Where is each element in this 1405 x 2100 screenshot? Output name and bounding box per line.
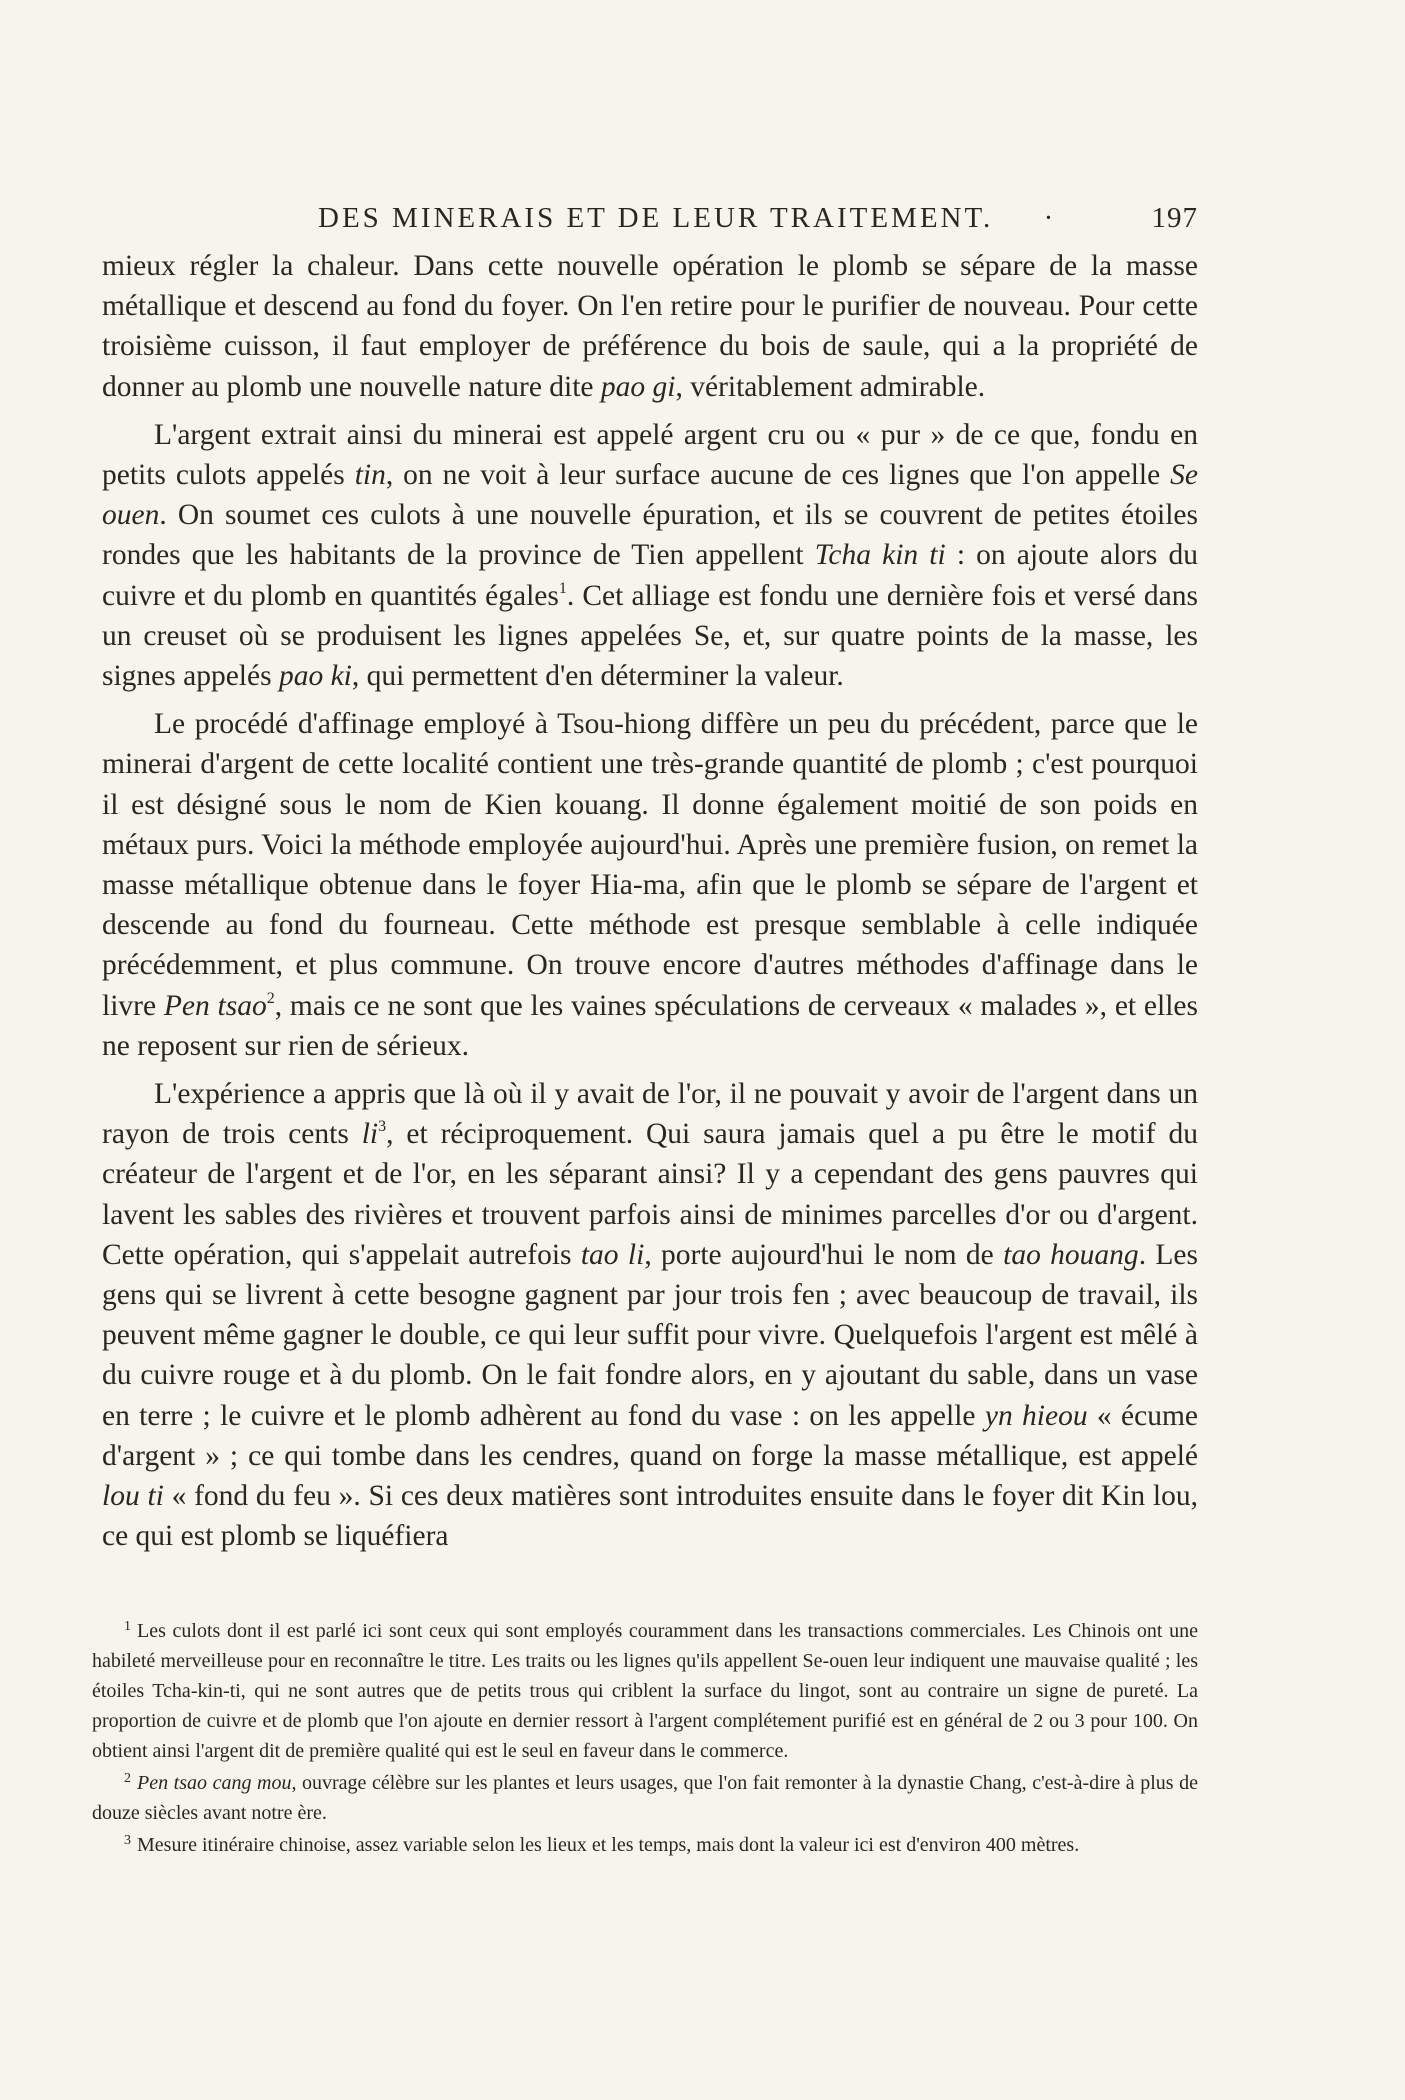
italic-term: tin xyxy=(354,459,386,492)
footnote-mark: 2 xyxy=(124,1771,131,1786)
paragraph-text: : on ajoute alors du cuivre et du plomb en quantités égales xyxy=(102,539,1198,612)
running-title xyxy=(318,198,1056,238)
footnote-1 xyxy=(92,1616,1198,1766)
paragraph-text: , mais ce ne sont que les vaines spéculations de cerveaux « malades », et elles ne reposent sur rien de sérieux. xyxy=(102,989,1198,1062)
paragraph-text: . Cet alliage est fondu une dernière fois et versé dans un creuset où se produisent les lignes appelées Se, et, sur quatre points de la masse, les signes appelés xyxy=(102,579,1198,693)
paragraph-text: « écume d'argent » ; ce qui tombe dans les cendres, quand on forge la masse métallique, est appelé xyxy=(102,1399,1199,1472)
paragraph-text: , véritablement admirable. xyxy=(675,370,986,403)
footnote-ref: 3 xyxy=(378,1118,387,1136)
italic-term: tao li xyxy=(580,1238,645,1271)
footnotes xyxy=(92,1616,1198,1862)
page-header xyxy=(318,198,1198,238)
header-separator: · xyxy=(1043,202,1057,234)
footnote-text: , ouvrage célèbre sur les plantes et leurs usages, que l'on fait remonter à la dynastie Chang, c'est-à-dire à plus de douze siècles avant notre ère. xyxy=(92,1772,1198,1824)
italic-term: pao ki xyxy=(278,660,352,693)
paragraph-text: , on ne voit à leur surface aucune de ces lignes que l'on appelle xyxy=(385,459,1171,492)
italic-term: lou ti xyxy=(102,1480,164,1513)
paragraph-1 xyxy=(102,246,1198,407)
italic-term: tao houang xyxy=(1003,1238,1139,1271)
italic-term: Tcha kin ti xyxy=(814,539,946,572)
paragraph-text: « fond du feu ». Si ces deux matières sont introduites ensuite dans le foyer dit Kin lou, ce qui est plomb se liquéfiera xyxy=(102,1480,1198,1553)
footnote-mark: 3 xyxy=(124,1833,131,1848)
paragraph-text: Le procédé d'affinage employé à Tsou-hiong diffère un peu du précédent, parce que le minerai d'argent de cette localité contient une très-grande quantité de plomb ; c'est pourquoi il est désigné sous le nom de Kien kouang. Il donne également moitié de son poids en métaux purs. Voici la méthode employée aujourd'hui. Après une première fusion, on remet la masse métallique obtenue dans le foyer Hia-ma, afin que le plomb se sépare de l'argent et descende au fond du fourneau. Cette méthode est presque semblable à celle indiquée précédemment, et plus commune. On trouve encore d'autres méthodes d'affinage dans le livre xyxy=(102,708,1198,1022)
paragraph-text: , qui permettent d'en déterminer la valeur. xyxy=(351,660,844,693)
paragraph-2 xyxy=(102,415,1198,696)
running-title-text: DES MINERAIS ET DE LEUR TRAITEMENT. xyxy=(318,202,994,234)
footnote-3 xyxy=(92,1830,1198,1860)
page-number: 197 xyxy=(1151,202,1198,234)
paragraph-text: L'expérience a appris que là où il y avait de l'or, il ne pouvait y avoir de l'argent dans un rayon de trois cents xyxy=(102,1078,1198,1151)
paragraph-text: . On soumet ces culots à une nouvelle épuration, et ils se couvrent de petites étoiles rondes que les habitants de la province de Tien appellent xyxy=(102,499,1198,572)
paragraph-text: mieux régler la chaleur. Dans cette nouvelle opération le plomb se sépare de la masse métallique et descend au fond du foyer. On l'en retire pour le purifier de nouveau. Pour cette troisième cuisson, il faut employer de préférence du bois de saule, qui a la propriété de donner au plomb une nouvelle nature dite xyxy=(102,250,1198,403)
italic-term: Se ouen xyxy=(102,459,1198,532)
italic-term: li xyxy=(361,1118,379,1151)
footnote-text: Les culots dont il est parlé ici sont ceux qui sont employés couramment dans les transactions commerciales. Les Chinois ont une habileté merveilleuse pour en reconnaître le titre. Les traits ou les lignes qu'ils appellent Se-ouen leur indiquent une mauvaise qualité ; les étoiles Tcha-kin-ti, qui ne sont autres que de petits trous qui criblent la surface du lingot, sont au contraire un signe de pureté. La proportion de cuivre et de plomb que l'on ajoute en dernier ressort à l'argent complétement purifié est en général de 2 ou 3 pour 100. On obtient ainsi l'argent dit de première qualité qui est le seul en faveur dans le commerce. xyxy=(92,1620,1198,1762)
paragraph-text: , porte aujourd'hui le nom de xyxy=(644,1238,1004,1271)
italic-term: Pen tsao xyxy=(163,989,267,1022)
body-text xyxy=(102,246,1198,1565)
paragraph-text: L'argent extrait ainsi du minerai est appelé argent cru ou « pur » de ce que, fondu en petits culots appelés xyxy=(102,418,1198,492)
footnote-ref: 2 xyxy=(266,989,275,1007)
footnote-ref: 1 xyxy=(558,579,567,597)
paragraph-text: . Les gens qui se livrent à cette besogne gagnent par jour trois fen ; avec beaucoup de travail, ils peuvent même gagner le double, ce qui leur suffit pour vivre. Quelquefois l'argent est mêlé à du cuivre rouge et à du plomb. On le fait fondre alors, en y ajoutant du sable, dans un vase en terre ; le cuivre et le plomb adhèrent au fond du vase : on les appelle xyxy=(102,1238,1199,1432)
footnote-title: Pen tsao cang mou xyxy=(137,1772,292,1794)
paragraph-3 xyxy=(102,704,1198,1066)
italic-term: yn hieou xyxy=(984,1399,1088,1432)
footnote-text: Mesure itinéraire chinoise, assez variable selon les lieux et les temps, mais dont la valeur ici est d'environ 400 mètres. xyxy=(137,1834,1080,1856)
footnote-mark: 1 xyxy=(124,1619,131,1634)
footnote-2 xyxy=(92,1768,1198,1828)
paragraph-text: , et réciproquement. Qui saura jamais quel a pu être le motif du créateur de l'argent et de l'or, en les séparant ainsi? Il y a cependant des gens pauvres qui lavent les sables des rivières et trouvent parfois ainsi de minimes parcelles d'or ou d'argent. Cette opération, qui s'appelait autrefois xyxy=(102,1118,1198,1271)
paragraph-4 xyxy=(102,1074,1198,1556)
italic-term: pao gi xyxy=(600,370,676,403)
